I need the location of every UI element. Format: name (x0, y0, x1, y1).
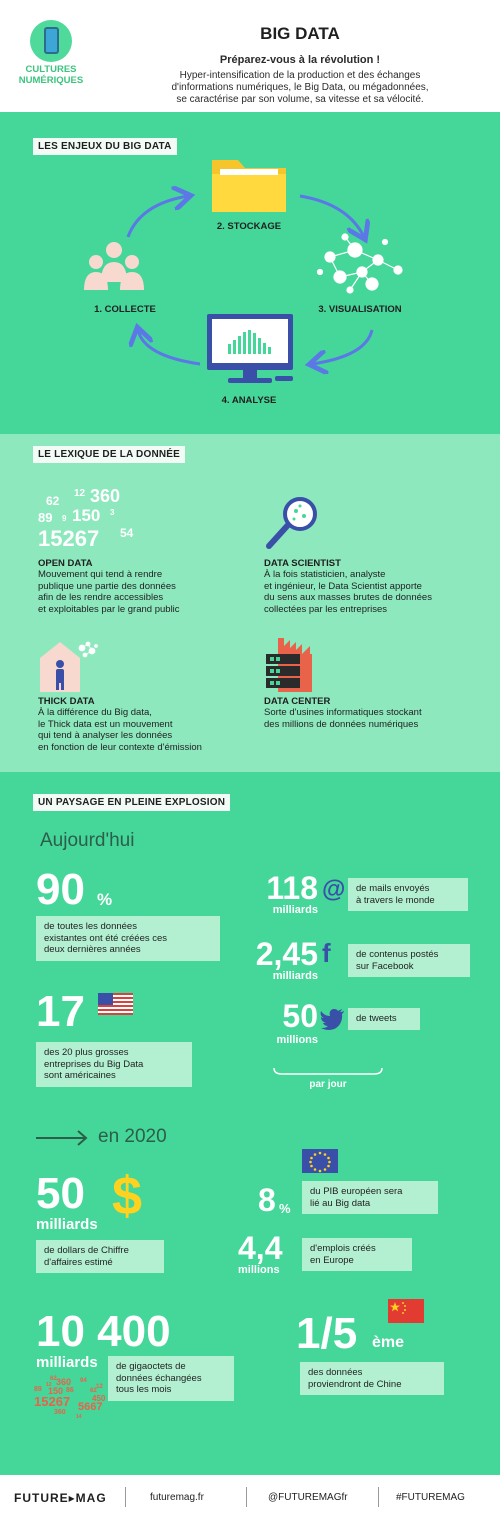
stat-line: de toutes les données (44, 921, 137, 932)
section-title-lexique: LE LEXIQUE DE LA DONNÉE (33, 446, 185, 463)
stat-90-value: 90 (36, 865, 85, 914)
art-number: 94 (80, 1378, 87, 1384)
magnifier-icon (264, 494, 324, 554)
brand-line2: NUMÉRIQUES (18, 75, 84, 86)
art-number: 150 (72, 506, 101, 525)
stat-50-value: 50 (36, 1169, 85, 1218)
lexique-line: À la différence du Big data, (38, 707, 152, 718)
dollar-icon: $ (112, 1166, 143, 1226)
stat-line: de tweets (356, 1013, 397, 1024)
stat-mails-box (348, 878, 468, 911)
lexique-title: DATA CENTER (264, 696, 331, 707)
cycle-diagram (0, 112, 500, 434)
stat-44-unit: millions (238, 1264, 280, 1276)
footer-twitter-link[interactable]: @FUTUREMAGfr (268, 1492, 348, 1503)
lexique-line: À la fois statisticien, analyste (264, 569, 386, 580)
cycle-arrow-1 (128, 196, 188, 237)
footer (0, 1475, 500, 1520)
lexique-data-scientist (264, 558, 494, 615)
stat-8-unit: % (279, 1201, 291, 1216)
stat-line: des données (308, 1367, 363, 1378)
footer-divider (246, 1487, 247, 1507)
stat-90-unit: % (97, 890, 113, 909)
monitor-icon (207, 314, 293, 383)
art-number: 54 (120, 526, 134, 540)
numbers-art (38, 484, 148, 554)
cycle-arrow-2 (300, 196, 364, 237)
lexique-line: afin de les rendre accessibles (38, 592, 164, 603)
art-number: 360 (56, 1377, 72, 1387)
stat-line: tous les mois (116, 1384, 172, 1395)
stat-10400-value: 10 400 (36, 1307, 171, 1356)
today-label: Aujourd'hui (40, 830, 135, 851)
footer-site-link[interactable]: futuremag.fr (150, 1492, 204, 1503)
stat-line: données échangées (116, 1372, 202, 1384)
lexique-line: et ingénieur, le Data Scientist apporte (264, 580, 422, 592)
network-icon (318, 234, 403, 293)
footer-divider (378, 1487, 379, 1507)
lexique-line: collectées par les entreprises (264, 603, 388, 615)
usa-flag-icon (98, 993, 133, 1015)
stat-44-value: 4,4 (238, 1230, 283, 1266)
arrow-right-icon (36, 1129, 92, 1147)
stat-fb-value: 2,45 (255, 936, 318, 972)
lexique-line: qui tend à analyser les données (38, 730, 173, 741)
lexique-thick-data (38, 696, 258, 753)
art-number: 89 (34, 1386, 42, 1393)
stat-17-value: 17 (36, 987, 85, 1036)
art-number: 62 (90, 1388, 97, 1394)
future-label: en 2020 (98, 1126, 167, 1147)
lexique-line: et exploitables par le grand public (38, 603, 180, 615)
section-title-paysage: UN PAYSAGE EN PLEINE EXPLOSION (33, 794, 230, 811)
stat-line: de contenus postés (356, 949, 439, 960)
house-icon (38, 638, 100, 694)
stat-fb-unit: milliards (272, 970, 318, 982)
art-number: 12 (46, 1382, 52, 1388)
art-number: 3 (110, 508, 115, 517)
datacenter-icon (264, 636, 320, 694)
stat-line: proviendront de Chine (308, 1378, 402, 1390)
art-number: 450 (92, 1394, 106, 1403)
art-number: 89 (38, 510, 53, 525)
stat-tweets-box (348, 1008, 420, 1030)
art-number: 86 (66, 1387, 74, 1394)
stat-10400-unit: milliards (36, 1354, 98, 1371)
per-day-label: par jour (309, 1079, 347, 1090)
art-number: 62 (50, 1376, 57, 1382)
stat-17-box (36, 1042, 192, 1087)
section-title-enjeux: LES ENJEUX DU BIG DATA (33, 138, 177, 155)
brand-line1: CULTURES (25, 64, 77, 75)
stat-90-box (36, 916, 220, 961)
intro-text (100, 70, 500, 106)
stat-line: sur Facebook (356, 960, 414, 972)
step-visualisation: 3. VISUALISATION (318, 304, 402, 315)
art-number: 14 (76, 1414, 82, 1420)
stat-tweets-value: 50 (282, 998, 318, 1034)
china-flag-icon (388, 1299, 424, 1323)
stat-50-unit: milliards (36, 1216, 98, 1233)
step-collecte: 1. COLLECTE (94, 304, 156, 315)
stat-mails-unit: milliards (272, 904, 318, 916)
art-number: 15267 (34, 1394, 71, 1409)
section-paysage (0, 772, 500, 1475)
footer-divider (125, 1487, 126, 1507)
people-icon (84, 242, 144, 290)
lexique-title: DATA SCIENTIST (264, 558, 341, 569)
eu-flag-icon (302, 1149, 338, 1173)
stat-8-box (302, 1181, 438, 1214)
stat-50-box (36, 1240, 164, 1273)
stat-line: sont américaines (44, 1070, 116, 1081)
stat-15-unit: ème (372, 1334, 405, 1351)
stat-8-value: 8 (258, 1182, 276, 1218)
lexique-line: Mouvement qui tend à rendre (38, 569, 163, 580)
section-lexique (0, 434, 500, 772)
intro-line: se caractérise par son volume, sa vitesse et sa vélocité. (176, 94, 424, 105)
section-enjeux (0, 112, 500, 434)
footer-hashtag: #FUTUREMAG (396, 1492, 465, 1503)
stat-line: d'affaires estimé (44, 1256, 113, 1268)
art-number: 12 (74, 488, 86, 499)
lexique-open-data (38, 558, 258, 615)
stat-line: des 20 plus grosses (44, 1047, 129, 1058)
art-number: 12 (96, 1384, 103, 1390)
stat-mails-value: 118 (266, 870, 318, 906)
art-number: 360 (90, 486, 121, 506)
stat-fb-box (348, 944, 470, 977)
lexique-title: OPEN DATA (38, 558, 93, 569)
stat-line: deux dernières années (44, 944, 141, 955)
art-number: 150 (48, 1386, 64, 1396)
email-icon: @ (322, 876, 346, 903)
cycle-arrow-3 (312, 330, 372, 364)
lexique-line: des millions de données numériques (264, 718, 419, 730)
lexique-title: THICK DATA (38, 696, 95, 707)
stat-line: d'emplois créés (310, 1243, 376, 1254)
art-number: 9 (62, 514, 67, 523)
step-analyse: 4. ANALYSE (221, 395, 277, 406)
stat-line: de gigaoctets de (116, 1361, 186, 1372)
stat-line: de mails envoyés (356, 883, 430, 894)
header (0, 0, 500, 112)
brand-logo (10, 64, 92, 86)
stat-15-box (300, 1362, 444, 1395)
lexique-line: publique une partie des données (38, 580, 176, 592)
lexique-line: le Thick data est un mouvement (38, 718, 173, 730)
art-number: 360 (54, 1409, 66, 1416)
stat-10400-box (108, 1356, 234, 1401)
lexique-data-center (264, 696, 494, 730)
intro-line: d'informations numériques, le Big Data, ou mégadonnées, (171, 82, 429, 93)
per-day-bracket (272, 1066, 384, 1078)
small-numbers-art (34, 1376, 114, 1424)
stat-line: lié au Big data (310, 1197, 371, 1209)
lexique-line: Sorte d'usines informatiques stockant (264, 707, 422, 718)
art-number: 15267 (38, 526, 100, 551)
twitter-icon (320, 1008, 346, 1030)
stat-line: du PIB européen sera (310, 1186, 403, 1197)
lexique-line: en fonction de leur contexte d'émission (38, 741, 202, 753)
stat-line: entreprises du Big Data (44, 1058, 144, 1070)
intro-line: Hyper-intensification de la production et des échanges (179, 70, 421, 81)
smartphone-icon (30, 20, 72, 62)
stat-line: à travers le monde (356, 894, 435, 906)
stat-tweets-unit: millions (276, 1034, 318, 1046)
lexique-line: du sens aux masses brutes de données (264, 592, 432, 603)
step-stockage: 2. STOCKAGE (216, 221, 282, 232)
cycle-arrow-4 (138, 330, 200, 364)
art-number: 62 (46, 494, 60, 508)
stat-15-value: 1/5 (296, 1309, 358, 1358)
page-title: BIG DATA (260, 24, 340, 43)
folder-icon (212, 160, 286, 212)
stat-line: de dollars de Chiffre (44, 1245, 129, 1256)
footer-brand-logo: FUTURE▸MAG (14, 1491, 107, 1505)
stat-44-box (302, 1238, 412, 1271)
page-subtitle: Préparez-vous à la révolution ! (219, 54, 381, 66)
facebook-icon: f (322, 938, 331, 968)
stat-line: en Europe (310, 1254, 354, 1266)
stat-line: existantes ont été créées ces (44, 932, 168, 944)
art-number: 5667 (78, 1401, 103, 1413)
